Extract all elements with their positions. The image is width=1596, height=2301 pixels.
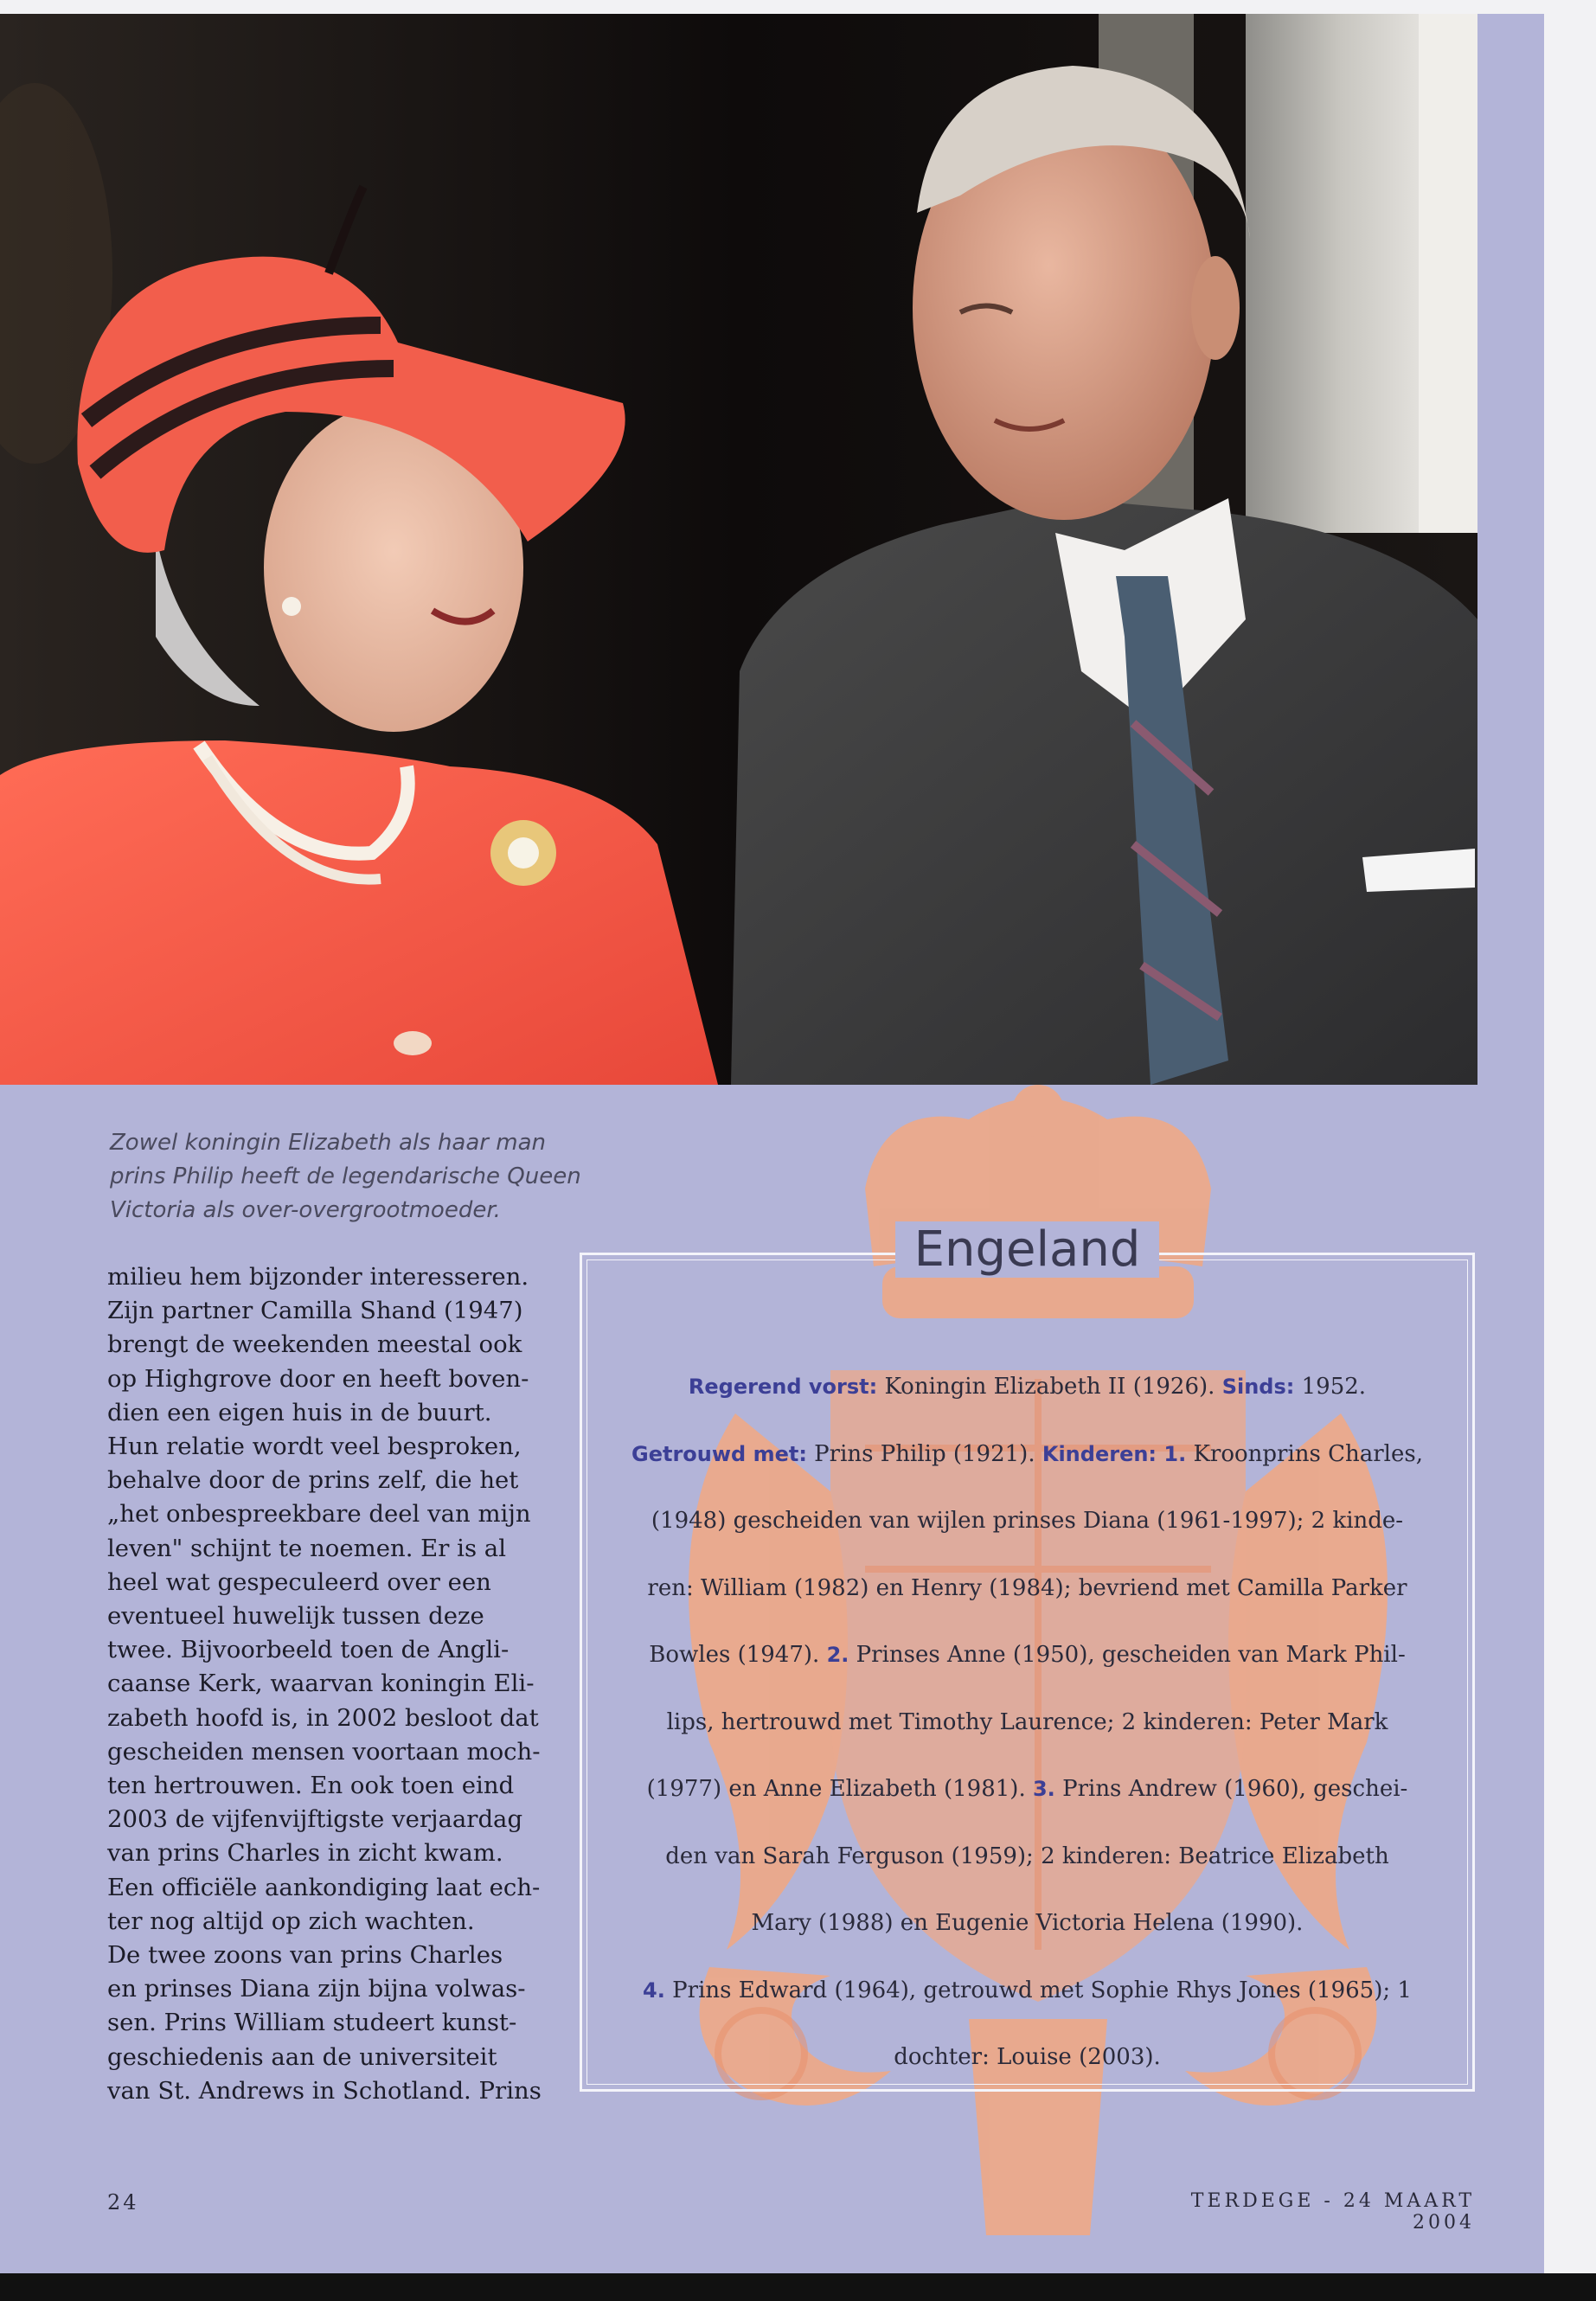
fact-line: den van Sarah Ferguson (1959); 2 kinderen: Beatrice Elizabeth	[665, 1843, 1389, 1869]
fact-label: Sinds:	[1221, 1375, 1295, 1399]
fact-line: dochter: Louise (2003).	[894, 2044, 1161, 2070]
body-line: Hun relatie wordt veel besproken,	[107, 1433, 522, 1461]
body-line: leven" schijnt te noemen. Er is al	[107, 1534, 506, 1562]
article-body-column	[107, 1260, 557, 2108]
fact-label: 3.	[1032, 1777, 1055, 1801]
fact-line	[597, 1622, 1458, 1689]
fact-label: 4.	[643, 1977, 665, 2003]
body-line: ter nog altijd op zich wachten.	[107, 1907, 475, 1935]
royal-couple-photo	[0, 14, 1477, 1085]
caption-line: Zowel koningin Elizabeth als haar man	[110, 1130, 546, 1156]
body-line: caanse Kerk, waarvan koningin Eli-	[107, 1670, 535, 1698]
fact-text: Koningin Elizabeth II (1926).	[877, 1374, 1222, 1400]
body-line: dien een eigen huis in de buurt.	[107, 1398, 492, 1426]
body-line: gescheiden mensen voortaan moch-	[107, 1737, 541, 1766]
fact-box-title	[580, 1221, 1475, 1278]
fact-text: Prins Philip (1921).	[806, 1440, 1042, 1467]
scan-border-top	[0, 0, 1596, 14]
fact-label: 2.	[826, 1643, 849, 1667]
fact-line: lips, hertrouwd met Timothy Laurence; 2 kinderen: Peter Mark	[666, 1708, 1388, 1735]
fact-line	[597, 1354, 1458, 1421]
scan-border-right	[1544, 0, 1596, 2301]
fact-box-title-text: Engeland	[895, 1221, 1160, 1278]
body-line: „het onbespreekbare deel van mijn	[107, 1500, 531, 1529]
body-line: zabeth hoofd is, in 2002 besloot dat	[107, 1703, 539, 1732]
body-line: brengt de weekenden meestal ook	[107, 1330, 522, 1359]
photo-caption	[110, 1126, 594, 1227]
body-line: 2003 de vijfenvijftigste verjaardag	[107, 1805, 523, 1834]
fact-label: Getrouwd met:	[631, 1441, 807, 1466]
fact-text: Prinses Anne (1950), gescheiden van Mark Phil-	[849, 1642, 1406, 1668]
fact-text: 1952.	[1294, 1374, 1367, 1400]
body-line: twee. Bijvoorbeeld toen de Angli-	[107, 1636, 510, 1664]
page-number: 24	[107, 2190, 139, 2214]
body-line: van prins Charles in zicht kwam.	[107, 1839, 503, 1868]
fact-text: Prins Edward (1964), getrouwd met Sophie Rhys Jones (1965); 1	[664, 1977, 1412, 2003]
fact-box-text	[597, 1354, 1458, 2092]
fact-text: Prins Andrew (1960), geschei-	[1054, 1776, 1408, 1802]
fact-line	[597, 1756, 1458, 1823]
body-line: De twee zoons van prins Charles	[107, 1941, 503, 1970]
body-line: milieu hem bijzonder interesseren.	[107, 1263, 529, 1291]
fact-line: Mary (1988) en Eugenie Victoria Helena (1990).	[751, 1910, 1304, 1936]
body-line: Zijn partner Camilla Shand (1947)	[107, 1297, 523, 1325]
body-line: behalve door de prins zelf, die het	[107, 1466, 519, 1495]
fact-label: Kinderen: 1.	[1042, 1441, 1187, 1466]
body-line: geschiedenis aan de universiteit	[107, 2042, 497, 2071]
fact-text: (1977) en Anne Elizabeth (1981).	[646, 1776, 1033, 1802]
fact-line: (1948) gescheiden van wijlen prinses Diana (1961-1997); 2 kinde-	[651, 1508, 1404, 1534]
body-line: sen. Prins William studeert kunst-	[107, 2009, 517, 2037]
body-line: en prinses Diana zijn bijna volwas-	[107, 1975, 526, 2003]
caption-line: Victoria als over-overgrootmoeder.	[110, 1197, 501, 1223]
fact-text: Kroonprins Charles,	[1186, 1440, 1423, 1467]
body-line: Een officiële aankondiging laat ech-	[107, 1873, 541, 1901]
body-line: op Highgrove door en heeft boven-	[107, 1364, 529, 1393]
fact-line: ren: William (1982) en Henry (1984); bevriend met Camilla Parker	[647, 1574, 1407, 1601]
caption-line: prins Philip heeft de legendarische Queen	[110, 1163, 581, 1189]
fact-line	[597, 1958, 1458, 2025]
fact-text: Bowles (1947).	[649, 1642, 827, 1668]
fact-label: Regerend vorst:	[688, 1375, 878, 1399]
fact-line	[597, 1421, 1458, 1489]
publication-footer: TERDEGE - 24 MAART 2004	[1190, 2190, 1475, 2234]
body-line: eventueel huwelijk tussen deze	[107, 1602, 484, 1631]
body-line: van St. Andrews in Schotland. Prins	[107, 2076, 542, 2105]
body-line: heel wat gespeculeerd over een	[107, 1567, 491, 1596]
body-line: ten hertrouwen. En ook toen eind	[107, 1772, 515, 1800]
scan-border-bottom	[0, 2273, 1596, 2301]
